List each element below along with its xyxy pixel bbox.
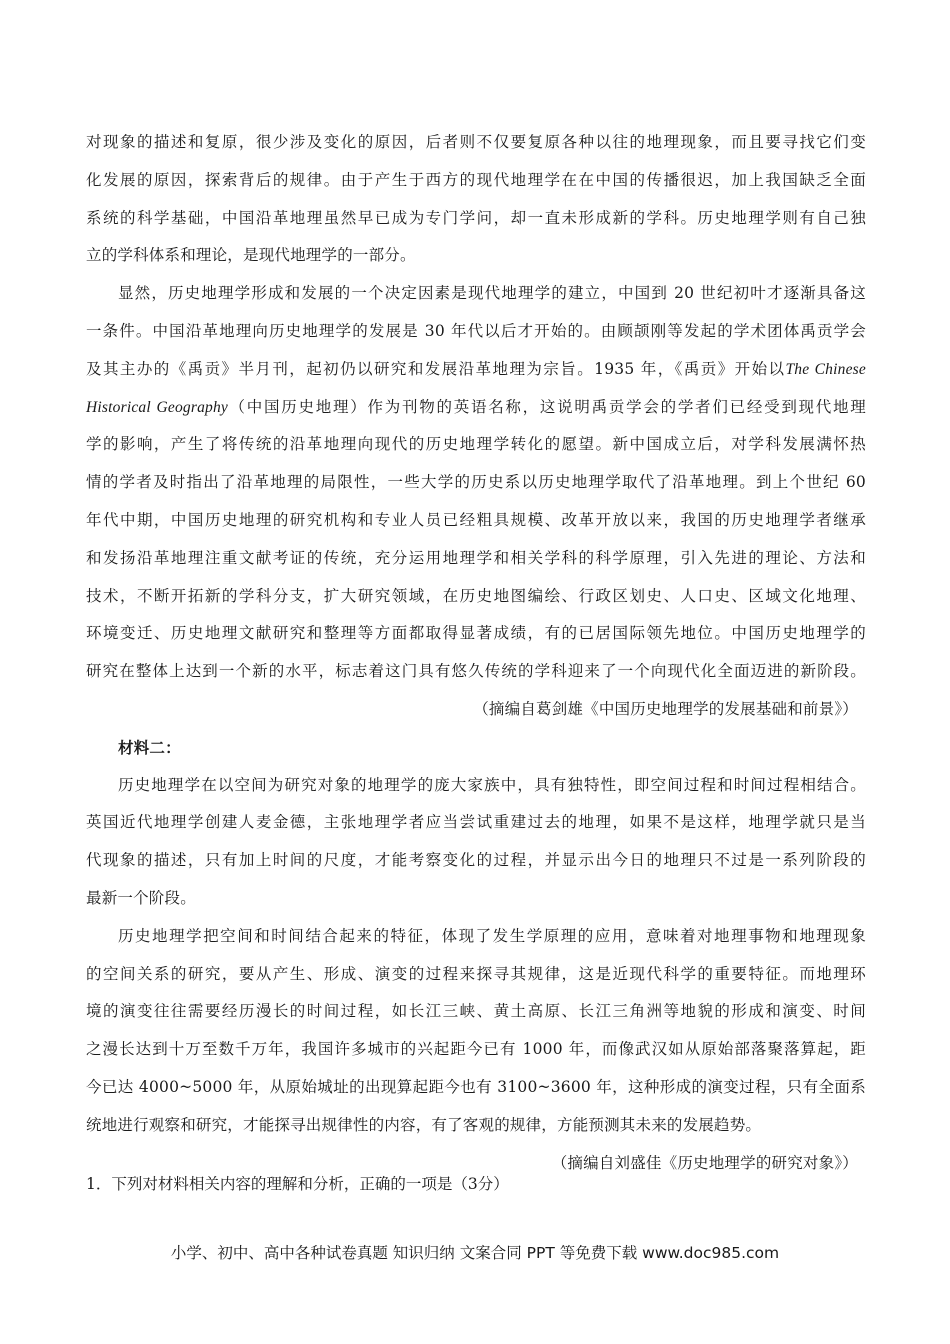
paragraph-line: 历史地理学把空间和时间结合起来的特征，体现了发生学原理的应用，意味着对地理事物和地理现象 (118, 926, 866, 945)
paragraph-line: 研究在整体上达到一个新的水平，标志着这门具有悠久传统的学科迎来了一个向现代化全面迈进的新阶段。 (86, 662, 866, 681)
paragraph-line: 一条件。中国沿革地理向历史地理学的发展是 30 年代以后才开始的。由顾颉刚等发起的学术团体禹贡学会 (86, 321, 866, 340)
paragraph-line: 技术，不断开拓新的学科分支，扩大研究领域，在历史地图编绘、行政区划史、人口史、区域文化地理、 (86, 586, 866, 605)
paragraph-line: 年代中期，中国历史地理的研究机构和专业人员已经粗具规模、改革开放以来，我国的历史地理学者继承 (86, 510, 866, 529)
paragraph-line: 今已达 4000~5000 年，从原始城址的出现算起距今也有 3100~3600 年，这种形成的演变过程，只有全面系 (86, 1077, 866, 1096)
english-title: Historical Geography (86, 398, 229, 416)
paragraph-line: 情的学者及时指出了沿革地理的局限性，一些大学的历史系以历史地理学取代了沿革地理。到上个世纪 60 (86, 473, 866, 492)
paragraph-text: （中国历史地理）作为刊物的英语名称，这说明禹贡学会的学者们已经受到现代地理 (228, 397, 866, 416)
paragraph-line: 代现象的描述，只有加上时间的尺度，才能考察变化的过程，并显示出今日的地理只不过是一系列阶段的 (86, 851, 866, 870)
paragraph-line: 和发扬沿革地理注重文献考证的传统，充分运用地理学和相关学科的科学原理，引入先进的理论、方法和 (86, 548, 866, 567)
paragraph-line: 之漫长达到十万至数千万年，我国许多城市的兴起距今已有 1000 年，而像武汉如从原始部落聚落算起，距 (86, 1040, 866, 1059)
material-heading: 材料二： (118, 737, 181, 757)
source-citation: （摘编自刘盛佳《历史地理学的研究对象》） (551, 1153, 858, 1172)
source-citation: （摘编自葛剑雄《中国历史地理学的发展基础和前景》） (473, 699, 858, 718)
paragraph-line: 环境变迁、历史地理文献研究和整理等方面都取得显著成绩，有的已居国际领先地位。中国历史地理学的 (86, 624, 866, 643)
paragraph-line (86, 351, 866, 389)
article-body (86, 124, 866, 1182)
paragraph-line: 系统的科学基础，中国沿革地理虽然早已成为专门学问，却一直未形成新的学科。历史地理学则有自己独 (86, 208, 866, 227)
paragraph-line: 的空间关系的研究，要从产生、形成、演变的过程来探寻其规律，这是近现代科学的重要特征。而地理环 (86, 964, 866, 983)
paragraph-line: 最新一个阶段。 (86, 888, 196, 907)
paragraph-line: 对现象的描述和复原，很少涉及变化的原因，后者则不仅要复原各种以往的地理现象，而且要寻找它们变 (86, 133, 866, 151)
paragraph-line: 统地进行观察和研究，才能探寻出规律性的内容，有了客观的规律，方能预测其未来的发展趋势。 (86, 1115, 762, 1134)
paragraph-line: 化发展的原因，探索背后的规律。由于产生于西方的现代地理学在在中国的传播很迟，加上我国缺乏全面 (86, 170, 866, 189)
question-1: 1．下列对材料相关内容的理解和分析，正确的一项是（3分） (86, 1175, 509, 1193)
paragraph-line: 历史地理学在以空间为研究对象的地理学的庞大家族中，具有独特性，即空间过程和时间过程相结合。 (118, 775, 866, 794)
page-footer: 小学、初中、高中各种试卷真题 知识归纳 文案合同 PPT 等免费下载 www.doc985.com (170, 1244, 780, 1262)
paragraph-line: 显然，历史地理学形成和发展的一个决定因素是现代地理学的建立，中国到 20 世纪初叶才逐渐具备这 (118, 284, 866, 303)
english-title: The Chinese (785, 360, 866, 378)
paragraph-line: 学的影响，产生了将传统的沿革地理向现代的历史地理学转化的愿望。新中国成立后，对学科发展满怀热 (86, 435, 866, 454)
paragraph-line (86, 389, 866, 427)
paragraph-line: 英国近代地理学创建人麦金德，主张地理学者应当尝试重建过去的地理，如果不是这样，地理学就只是当 (86, 813, 866, 832)
paragraph-line: 立的学科体系和理论，是现代地理学的一部分。 (86, 246, 416, 265)
paragraph-line: 境的演变往往需要经历漫长的时间过程，如长江三峡、黄土高原、长江三角洲等地貌的形成和演变、时间 (86, 1002, 866, 1021)
paragraph-text: 及其主办的《禹贡》半月刊，起初仍以研究和发展沿革地理为宗旨。1935 年，《禹贡》开始以 (86, 359, 786, 378)
